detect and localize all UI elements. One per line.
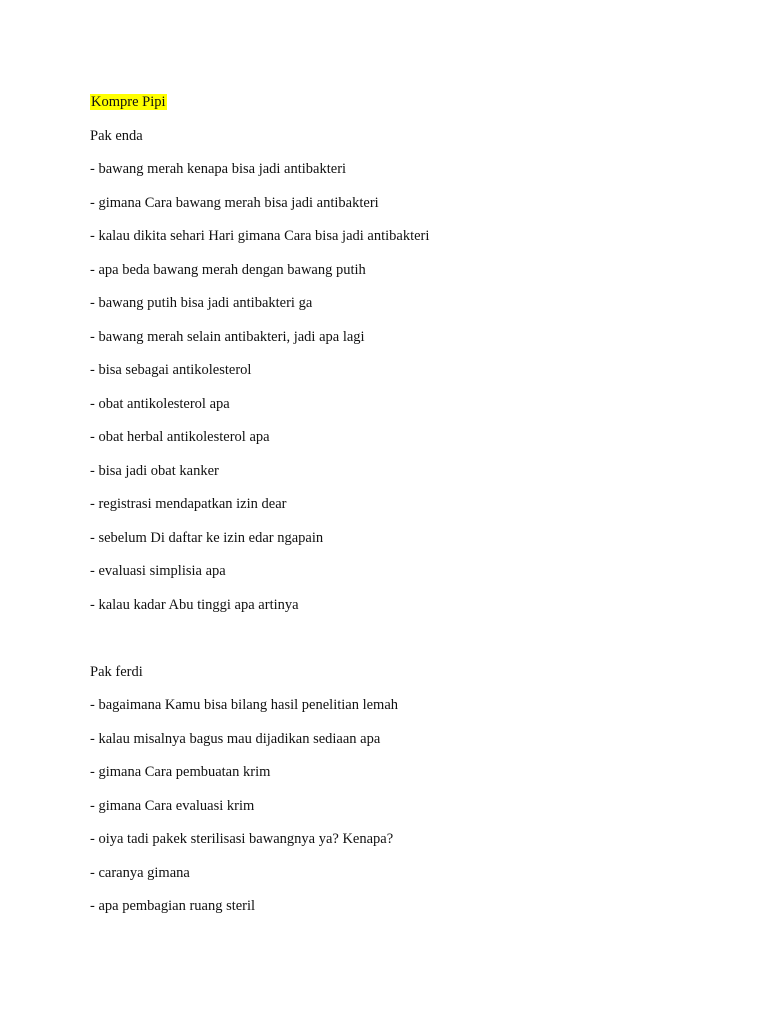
list-item: - kalau misalnya bagus mau dijadikan sediaan apa	[90, 730, 381, 747]
document-body	[90, 92, 710, 930]
list-item: - apa pembagian ruang steril	[90, 898, 256, 914]
document-title-line	[90, 92, 710, 126]
list-item: - registrasi mendapatkan izin dear	[90, 496, 287, 512]
list-item: - gimana Cara bawang merah bisa jadi antibakteri	[90, 194, 379, 211]
list-item: - bawang putih bisa jadi antibakteri ga	[90, 295, 313, 311]
list-item: - sebelum Di daftar ke izin edar ngapain	[90, 529, 324, 546]
list-item: - gimana Cara evaluasi krim	[90, 797, 255, 814]
list-item: - kalau dikita sehari Hari gimana Cara bisa jadi antibakteri	[90, 228, 430, 244]
list-item: - bawang merah kenapa bisa jadi antibakteri	[90, 161, 347, 177]
section-heading-pak-ferdi: Pak ferdi	[90, 663, 143, 680]
list-item: - gimana Cara pembuatan krim	[90, 764, 271, 780]
list-item: - bisa jadi obat kanker	[90, 462, 219, 479]
document-title: Kompre Pipi	[91, 94, 166, 110]
list-item: - obat herbal antikolesterol apa	[90, 429, 270, 445]
list-item: - oiya tadi pakek sterilisasi bawangnya ya? Kenapa?	[90, 831, 394, 847]
list-item: - bawang merah selain antibakteri, jadi apa lagi	[90, 328, 365, 345]
list-item: - caranya gimana	[90, 864, 190, 881]
list-item: - kalau kadar Abu tinggi apa artinya	[90, 596, 299, 613]
list-item: - bisa sebagai antikolesterol	[90, 362, 252, 378]
list-item: - apa beda bawang merah dengan bawang putih	[90, 261, 366, 278]
section-spacer	[90, 628, 710, 662]
list-item: - bagaimana Kamu bisa bilang hasil penelitian lemah	[90, 697, 399, 713]
section-heading-pak-enda: Pak enda	[90, 127, 143, 144]
list-item: - obat antikolesterol apa	[90, 395, 230, 412]
list-item: - evaluasi simplisia apa	[90, 563, 226, 579]
